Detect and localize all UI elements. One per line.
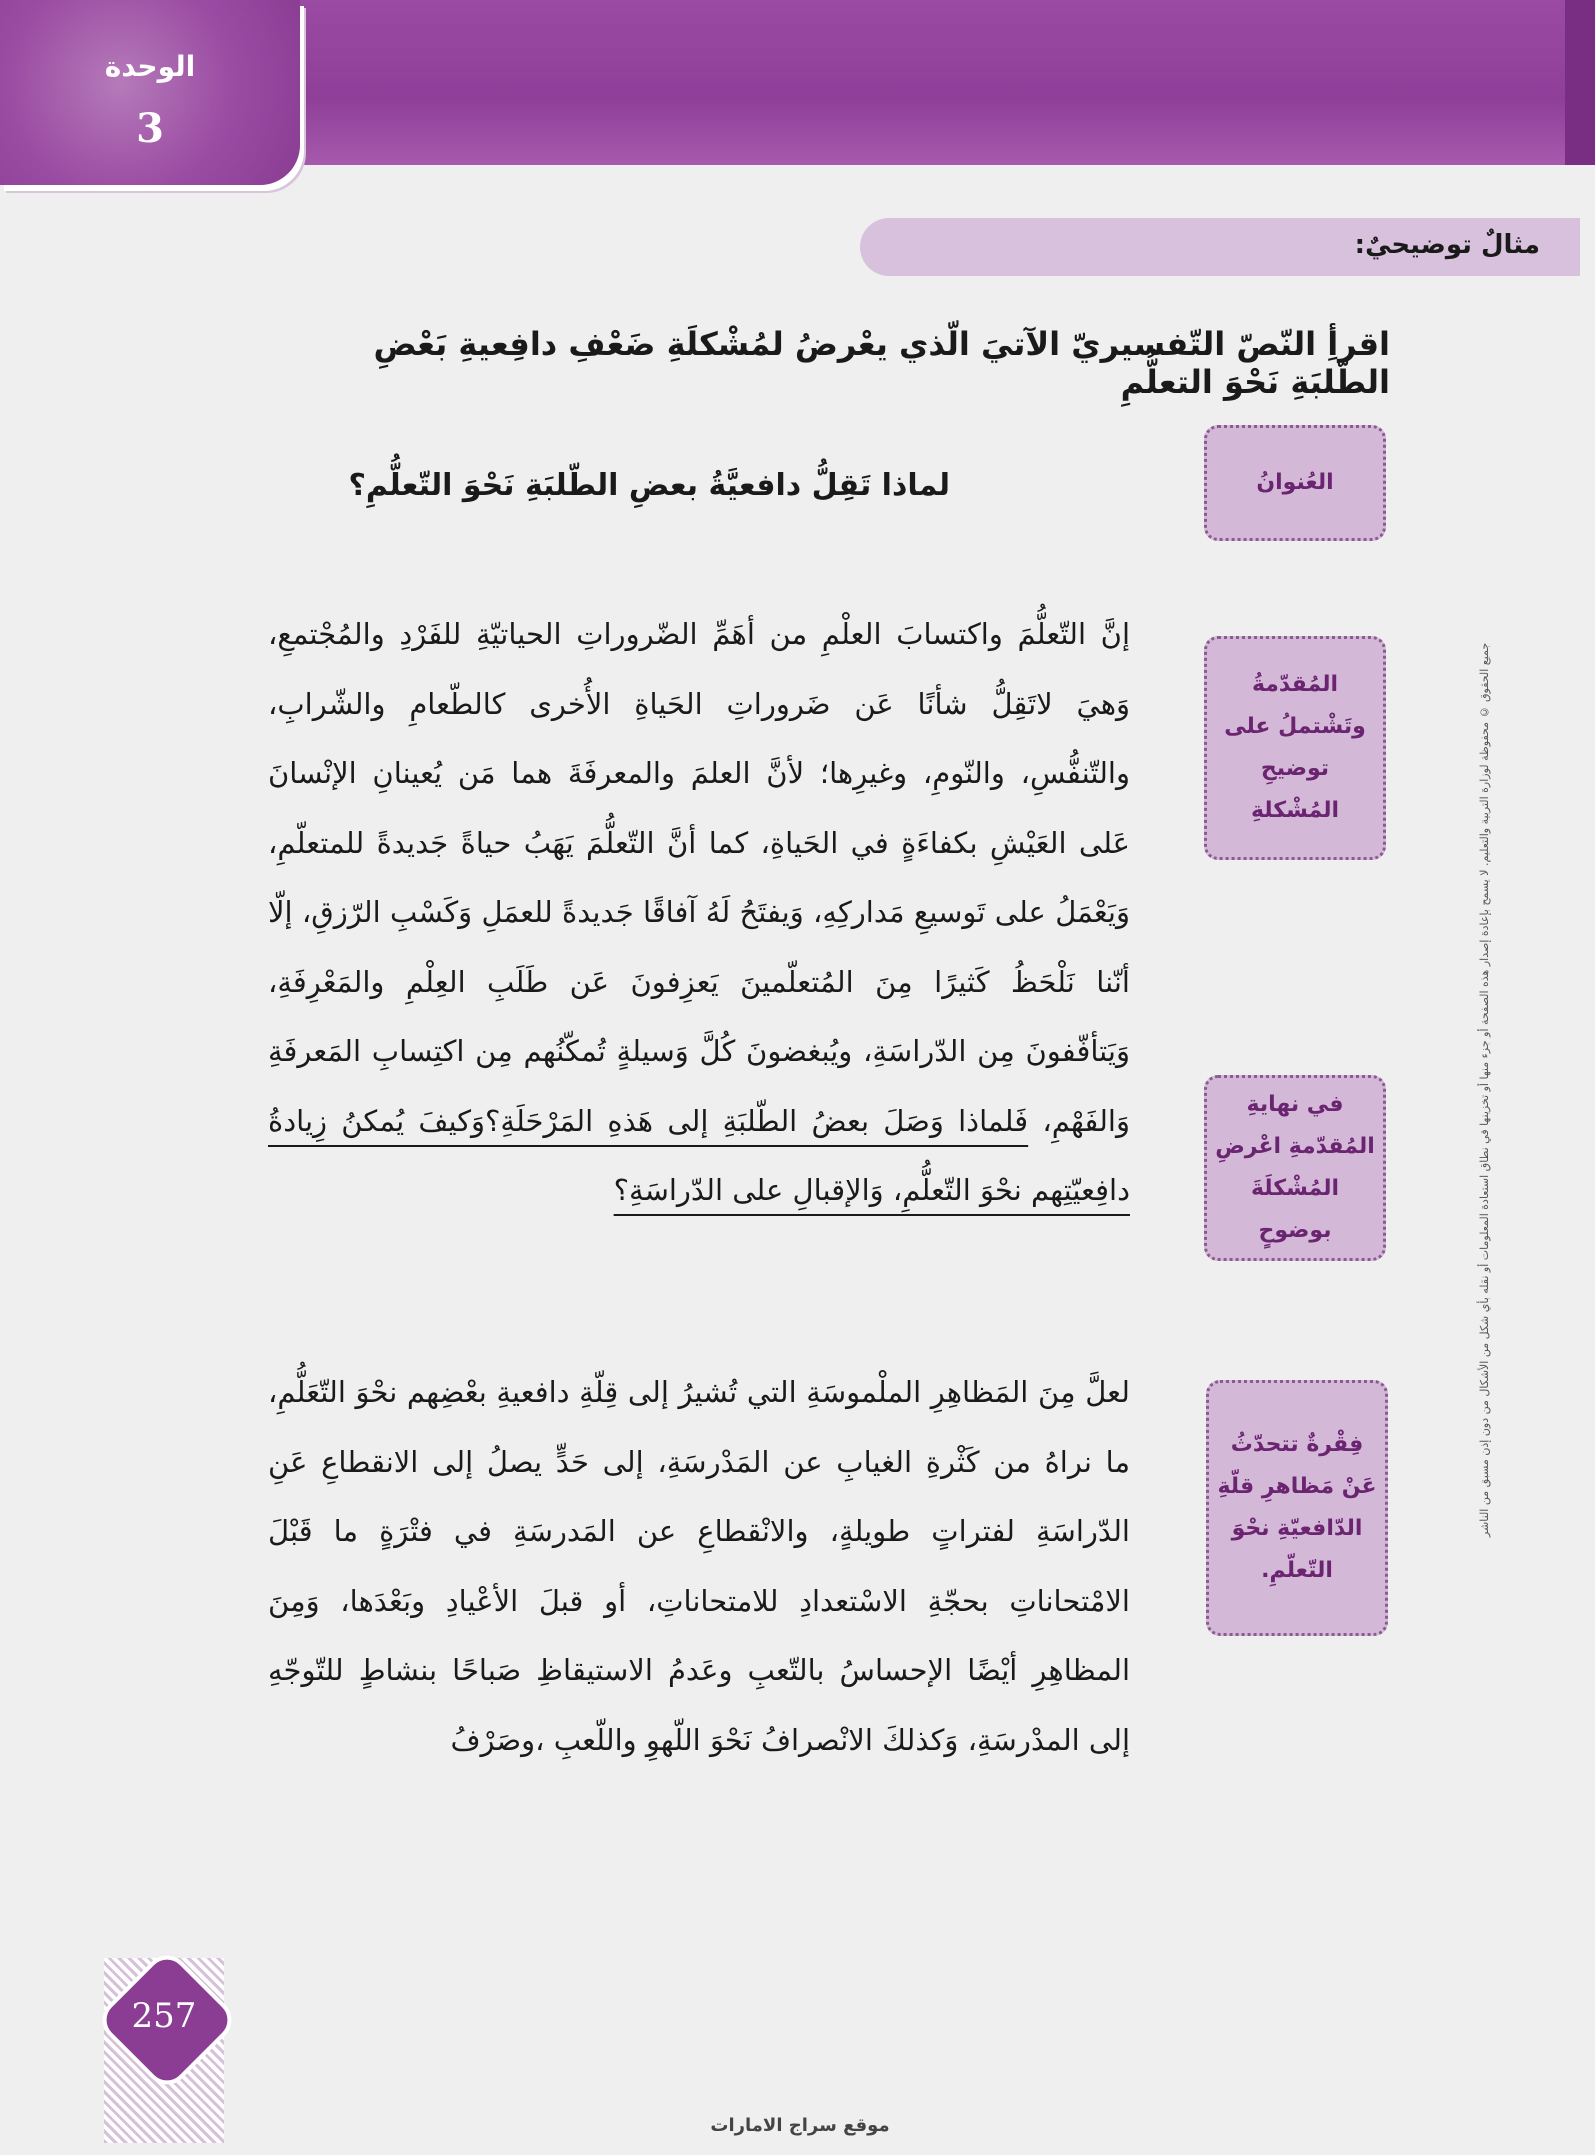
essay-title: لماذا تَقِلُّ دافعيَّةُ بعضِ الطّلبَةِ نَحْوَ التّعلُّمِ؟: [348, 468, 950, 503]
side-box-intro: [1204, 636, 1386, 860]
unit-number: 3: [136, 105, 164, 152]
header-band: [300, 0, 1580, 165]
footer-site-name: موقع سراج الامارات: [710, 2115, 890, 2136]
side-box-title-label: العُنوانُ: [1256, 470, 1334, 496]
example-heading-bar: [860, 218, 1580, 276]
side-box-problem: [1204, 1075, 1386, 1261]
side-box-title: [1204, 425, 1386, 541]
problem-question: فَلماذا وَصَلَ بعضُ الطّلبَةِ إلى هَذهِ المَرْحَلَةِ؟وَكيفَ يُمكنُ زِيادةُ دافِعيّتِهم نحْوَ التّعلُّمِ، وَالإقبالِ على الدّراسَةِ؟: [268, 1103, 1130, 1207]
body-paragraph: لعلَّ مِنَ المَظاهِرِ الملْموسَةِ التي تُشيرُ إلى قِلّةِ دافعيةِ بعْضِهم نحْوَ التّعَلُّمِ، ما نراهُ من كَثْرةِ الغيابِ عن المَدْرسَةِ، إلى حَدٍّ يصلُ إلى الانقطاعِ عَنِ الدّراسَةِ لفتراتٍ طويلةٍ، والانْقطاعِ عن المَدرسَةِ في فتْرَةٍ ما قَبْلَ الامْتحاناتِ بحجّةِ الاسْتعدادِ للامتحاناتِ، أو قبلَ الأعْيادِ وبَعْدَها، وَمِنَ المظاهِرِ أيْضًا الإحساسُ بالتّعبِ وعَدمُ الاستيقاظِ صَباحًا بنشاطٍ للتّوجّهِ إلى المدْرسَةِ، وَكذلكَ الانْصرافُ نَحْوَ اللّهوِ واللّعبِ ،وصَرْفُ: [268, 1375, 1130, 1757]
copyright-note: جميع الحقوق © محفوظة لوزارة التربية والتعليم. لا يسمح بإعادة إصدار هذه الصفحة أو جزء منها أو تخزينها في نطاق استعادة المعلومات أو نقله بأي شكل من الأشكال من دون إذن مسبق من الناشر: [1478, 642, 1491, 1538]
example-heading: مثالٌ توضيحيٌ:: [1354, 230, 1540, 260]
unit-badge: [0, 0, 300, 185]
intro-paragraph-text: إنَّ التّعلُّمَ واكتسابَ العلْمِ من أهَمِّ الضّروراتِ الحياتيّةِ للفَرْدِ والمُجْتمعِ، وَهيَ لاتَقِلُّ شأنًا عَن ضَروراتِ الحَياةِ الأُخرى كالطّعامِ والشّرابِ، والتّنفُّسِ، والنّومِ، وغيرِها؛ لأنَّ العلمَ والمعرفَةَ هما مَن يُعينانِ الإنْسانَ عَلى العَيْشِ بكفاءَةٍ في الحَياةِ، كما أنَّ التّعلُّمَ يَهَبُ حياةً جَديدةً للمتعلّمِ، وَيَعْمَلُ على تَوسيعِ مَداركِهِ، وَيفتَحُ لَهُ آفاقًا جَديدةً للعمَلِ وَكَسْبِ الرّزقِ، إلّا أنّنا نَلْحَظُ كَثيرًا مِنَ المُتعلّمينَ يَعزِفونَ عَن طَلَبِ العِلْمِ والمَعْرِفَةِ، وَيَتأفّفونَ مِن الدّراسَةِ، ويُبغضونَ كُلَّ وَسيلةٍ تُمكّنُهم مِن اكتِسابِ المَعرفَةِ وَالفَهْمِ،: [268, 617, 1130, 1138]
header-tab-edge: [1565, 0, 1595, 165]
side-box-problem-label: في نهايةِ المُقدّمةِ اعْرضِ المُشْكلَةَ بوضوحٍ: [1215, 1092, 1375, 1243]
unit-label: الوحدة: [104, 50, 196, 83]
side-box-paragraph-label: فِقْرةٌ تتحدّثُ عَنْ مَظاهرِ قلّةِ الدّافعيّةِ نحْوَ التّعلّمِ.: [1217, 1432, 1377, 1583]
page-number: 257: [131, 1996, 197, 2036]
instruction-text: اقرأِ النّصّ التّفسيريّ الآتيَ الّذي يعْرضُ لمُشْكلَةِ ضَعْفِ دافِعيةِ بَعْضِ الطّلبَةِ نَحْوَ التعلُّمِ: [373, 325, 1390, 401]
side-box-intro-label: المُقدّمةُ وتَشْتملُ على توضيحِ المُشْكلةِ: [1224, 672, 1366, 823]
side-box-paragraph: [1206, 1380, 1388, 1636]
intro-paragraph: [268, 600, 1130, 1226]
